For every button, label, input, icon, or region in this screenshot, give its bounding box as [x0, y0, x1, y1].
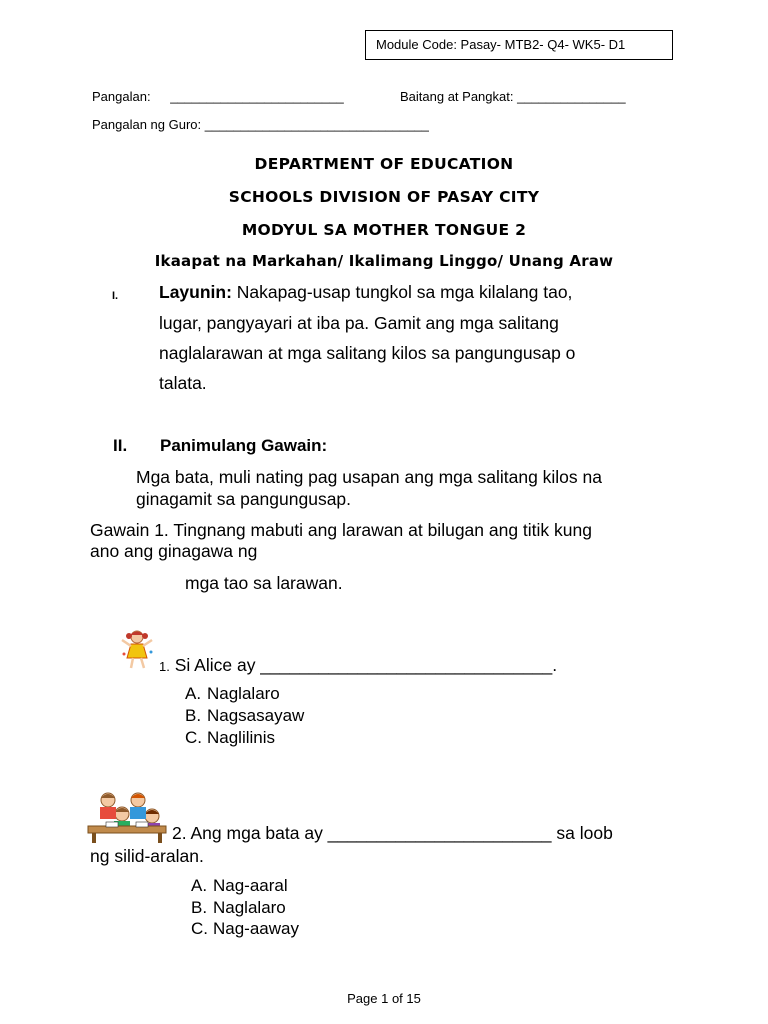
- section2-intro-1: Mga bata, muli nating pag usapan ang mga salitang kilos na: [136, 467, 602, 487]
- section1-line-3: naglalarawan at mga salitang kilos sa pangungusap o: [159, 343, 576, 363]
- module-code-box: Module Code: Pasay- MTB2- Q4- WK5- D1: [365, 30, 673, 60]
- grade-field: [400, 89, 626, 104]
- page-number: Page 1 of 15: [347, 991, 421, 1006]
- option-text: Naglilinis: [207, 728, 276, 747]
- option-letter: A.: [191, 876, 208, 895]
- question-1-option-a[interactable]: [185, 683, 280, 705]
- option-text: Nag-aaral: [213, 876, 288, 895]
- section2-title: Panimulang Gawain:: [160, 436, 328, 455]
- section1-line-1: [159, 281, 572, 303]
- activity-line-1: Gawain 1. Tingnang mabuti ang larawan at bilugan ang titik kung: [90, 520, 592, 540]
- grade-blank[interactable]: _______________: [517, 89, 626, 104]
- section1-numeral: I.: [112, 290, 119, 302]
- section2-intro-2: ginagamit sa pangungusap.: [136, 489, 352, 509]
- question-1-option-b[interactable]: [185, 705, 304, 727]
- name-field: [92, 89, 344, 104]
- activity-line-2: ano ang ginagawa ng: [90, 541, 258, 561]
- option-text: Nag-aaway: [213, 919, 299, 938]
- option-letter: B.: [185, 706, 202, 725]
- teacher-field: [92, 117, 429, 132]
- question-1-text: Si Alice ay ______________________________.: [169, 655, 558, 675]
- question-2-number: 2.: [172, 823, 187, 843]
- option-letter: C.: [185, 728, 202, 747]
- dept-heading: DEPARTMENT OF EDUCATION: [254, 155, 514, 173]
- question-1: [159, 654, 557, 678]
- module-heading: MODYUL SA MOTHER TONGUE 2: [241, 221, 527, 239]
- option-text: Naglalaro: [207, 684, 280, 703]
- name-blank[interactable]: ________________________: [170, 89, 344, 104]
- division-heading: SCHOOLS DIVISION OF PASAY CITY: [228, 188, 540, 206]
- section1-title: Layunin:: [159, 282, 232, 302]
- activity-continued: mga tao sa larawan.: [185, 573, 343, 593]
- option-text: Nagsasayaw: [207, 706, 305, 725]
- question-2: [172, 822, 613, 844]
- teacher-blank[interactable]: _______________________________: [204, 117, 429, 132]
- option-letter: C.: [191, 919, 208, 938]
- option-text: Naglalaro: [213, 898, 286, 917]
- dancing-girl-icon: [118, 628, 156, 670]
- section1-line-2: lugar, pangyayari at iba pa. Gamit ang mga salitang: [159, 313, 559, 333]
- question-1-number: 1.: [159, 659, 170, 674]
- section1-line-4: talata.: [159, 373, 207, 393]
- option-letter: A.: [185, 684, 202, 703]
- question-2-text: Ang mga bata ay _______________________ sa loob: [186, 823, 613, 843]
- quarter-heading: Ikaapat na Markahan/ Ikalimang Linggo/ Unang Araw: [154, 252, 614, 270]
- grade-label: Baitang at Pangkat:: [400, 89, 514, 104]
- question-2-option-c[interactable]: [191, 918, 299, 940]
- students-studying-icon: [86, 790, 168, 844]
- section1-text-1: Nakapag-usap tungkol sa mga kilalang tao,: [231, 282, 573, 302]
- question-2-option-a[interactable]: [191, 875, 288, 897]
- question-2-continuation: ng silid-aralan.: [90, 846, 204, 866]
- question-1-option-c[interactable]: [185, 727, 275, 749]
- teacher-label: Pangalan ng Guro:: [92, 117, 202, 132]
- question-2-option-b[interactable]: [191, 897, 286, 919]
- option-letter: B.: [191, 898, 208, 917]
- section2-numeral: II.: [113, 436, 128, 455]
- name-label: Pangalan:: [92, 89, 151, 104]
